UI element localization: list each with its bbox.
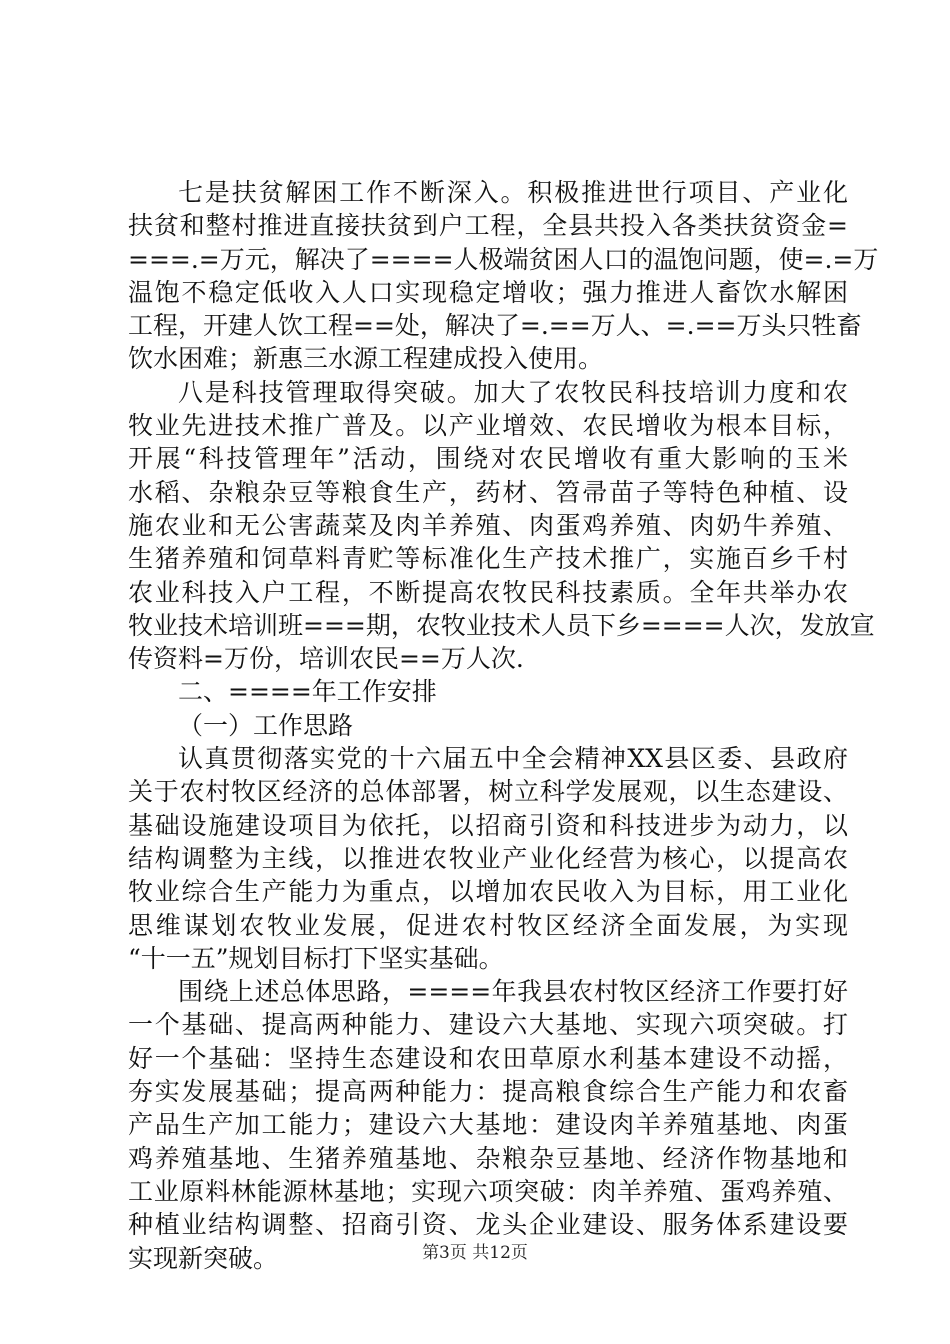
text-line: 基础设施建设项目为依托，以招商引资和科技进步为动力，以 (128, 810, 848, 840)
text-line: 围绕上述总体思路，====年我县农村牧区经济工作要打好 (178, 977, 848, 1007)
text-line: 认真贯彻落实党的十六届五中全会精神XX县区委、县政府 (178, 744, 848, 774)
document-body (128, 176, 879, 1275)
text-line: 结构调整为主线，以推进农牧业产业化经营为核心，以提高农 (128, 843, 848, 873)
text-line: 二、====年工作安排 (178, 677, 437, 707)
text-line: 施农业和无公害蔬菜及肉羊养殖、肉蛋鸡养殖、肉奶牛养殖、 (128, 510, 848, 540)
text-line: “十一五”规划目标打下坚实基础。 (128, 943, 504, 973)
text-line: 工程，开建人饮工程==处，解决了=.==万人、=.==万头只牲畜 (128, 311, 862, 341)
text-line: ===.=万元，解决了====人极端贫困人口的温饱问题，使=.=万 (128, 244, 879, 274)
text-line: 种植业结构调整、招商引资、龙头企业建设、服务体系建设要 (128, 1210, 848, 1240)
text-line: 温饱不稳定低收入人口实现稳定增收；强力推进人畜饮水解困 (128, 277, 848, 307)
text-line: 产品生产加工能力；建设六大基地：建设肉羊养殖基地、肉蛋 (128, 1110, 848, 1140)
text-line: 鸡养殖基地、生猪养殖基地、杂粮杂豆基地、经济作物基地和 (128, 1143, 848, 1173)
text-line: 思维谋划农牧业发展，促进农村牧区经济全面发展，为实现 (128, 910, 848, 940)
text-line: 牧业技术培训班===期，农牧业技术人员下乡====人次，发放宣 (128, 610, 875, 640)
text-line: 牧业先进技术推广普及。以产业增效、农民增收为根本目标， (128, 411, 848, 441)
text-line: 牧业综合生产能力为重点，以增加农民收入为目标，用工业化 (128, 877, 848, 907)
text-line: 传资料=万份，培训农民==万人次. (128, 644, 524, 674)
text-line: （一）工作思路 (178, 710, 354, 740)
text-line: 七是扶贫解困工作不断深入。积极推进世行项目、产业化 (178, 178, 848, 207)
page-number-footer: 第3页 共12页 (422, 1243, 528, 1263)
text-line: 农业科技入户工程，不断提高农牧民科技素质。全年共举办农 (128, 577, 848, 607)
text-line: 水稻、杂粮杂豆等粮食生产，药材、笤帚苗子等特色种植、设 (128, 477, 848, 507)
text-line: 饮水困难；新惠三水源工程建成投入使用。 (128, 344, 604, 374)
text-line: 夯实发展基础；提高两种能力：提高粮食综合生产能力和农畜 (128, 1077, 848, 1107)
text-line: 关于农村牧区经济的总体部署，树立科学发展观，以生态建设、 (128, 777, 848, 807)
text-line: 开展“科技管理年”活动，围绕对农民增收有重大影响的玉米 (128, 444, 848, 474)
text-line: 工业原料林能源林基地；实现六项突破：肉羊养殖、蛋鸡养殖、 (128, 1176, 848, 1206)
text-line: 一个基础、提高两种能力、建设六大基地、实现六项突破。打 (128, 1010, 848, 1040)
text-line: 扶贫和整村推进直接扶贫到户工程，全县共投入各类扶贫资金= (128, 211, 848, 241)
text-line: 生猪养殖和饲草料青贮等标准化生产技术推广，实施百乡千村 (128, 544, 848, 574)
text-line: 好一个基础：坚持生态建设和农田草原水利基本建设不动摇， (128, 1043, 848, 1073)
text-line: 八是科技管理取得突破。加大了农牧民科技培训力度和农 (178, 377, 848, 407)
text-line: 实现新突破。 (128, 1243, 279, 1273)
